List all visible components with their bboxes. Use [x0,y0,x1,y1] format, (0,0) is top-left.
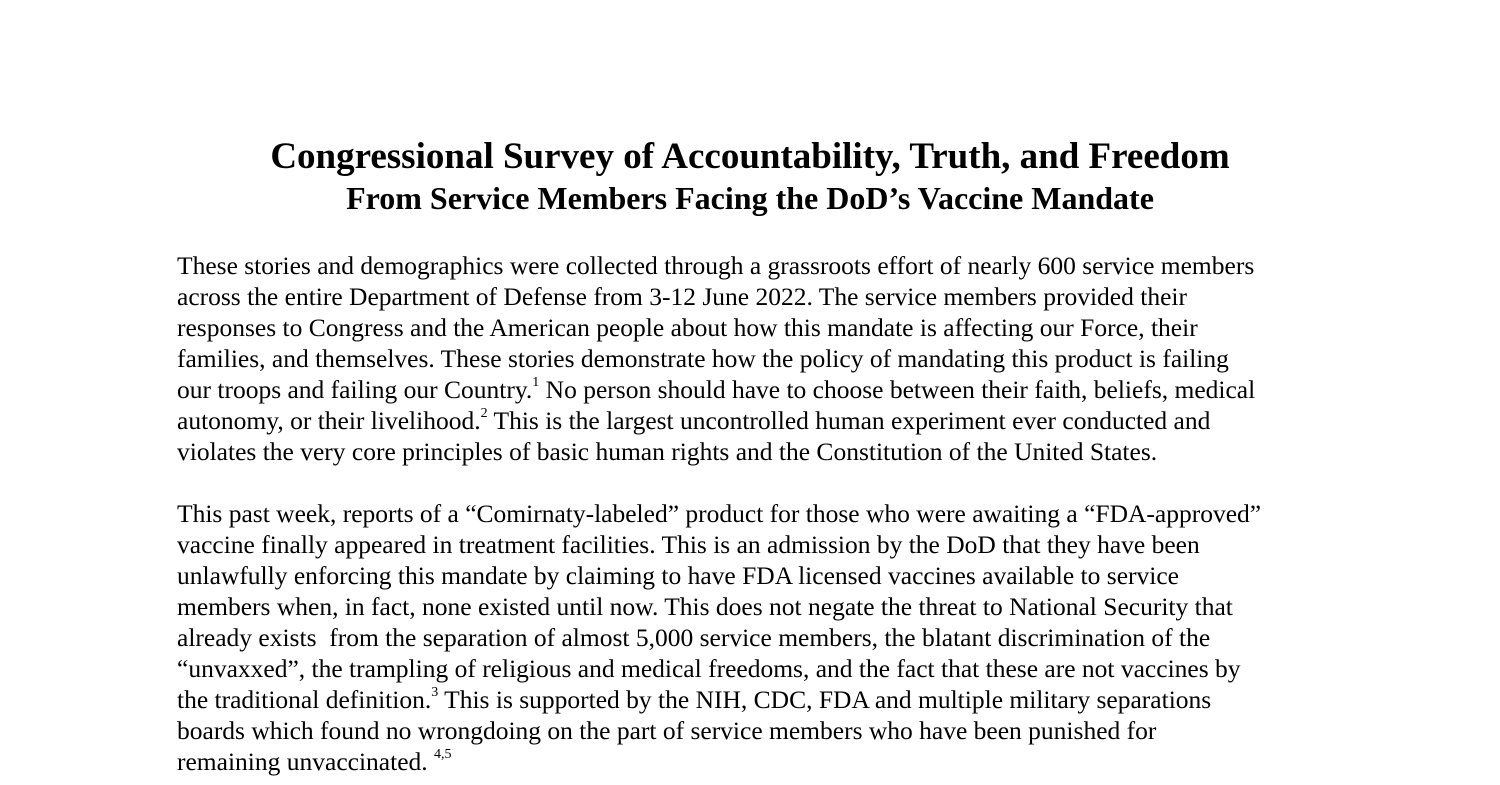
line-text: No person should have to choose between their faith, beliefs, medical [539,375,1256,404]
document-subtitle: From Service Members Facing the DoD’s Vaccine Mandate [346,180,1154,216]
paragraph-line: boards which found no wrongdoing on the part of service members who have been punished for [177,716,1157,745]
paragraph-line: This past week, reports of a “Comirnaty-labeled” product for those who were awaiting a “FDA-approved” [177,499,1262,528]
line-text: autonomy, or their livelihood. [177,406,481,435]
footnote-ref: 4,5 [434,746,452,762]
paragraph-line: These stories and demographics were collected through a grassroots effort of nearly 600 service members [177,251,1255,280]
footnote-ref: 3 [431,684,439,700]
paragraph-line: “unvaxxed”, the trampling of religious and medical freedoms, and the fact that these are not vaccines by [177,654,1241,683]
paragraph-line [177,746,1337,777]
paragraph-line [177,405,1337,436]
intro-paragraph [177,250,1337,467]
paragraph-line: vaccine finally appeared in treatment facilities. This is an admission by the DoD that they have been [177,530,1200,559]
paragraph-line [177,374,1337,405]
paragraph-line: responses to Congress and the American people about how this mandate is affecting our Force, their [177,313,1198,342]
paragraph-line: families, and themselves. These stories demonstrate how the policy of mandating this product is failing [177,344,1229,373]
paragraph-line: already exists from the separation of almost 5,000 service members, the blatant discrimination of the [177,623,1211,652]
line-text: remaining unvaccinated. [177,747,435,776]
comirnaty-paragraph [177,498,1337,777]
paragraph-line: across the entire Department of Defense from 3-12 June 2022. The service members provided their [177,282,1187,311]
line-text: our troops and failing our Country. [177,375,533,404]
line-text: This is supported by the NIH, CDC, FDA and multiple military separations [438,685,1212,714]
paragraph-line [177,684,1337,715]
line-text: the traditional definition. [177,685,432,714]
footnote-ref: 2 [480,405,488,421]
paragraph-line: violates the very core principles of basic human rights and the Constitution of the United States. [177,437,1158,466]
paragraph-line: unlawfully enforcing this mandate by claiming to have FDA licensed vaccines available to service [177,561,1179,590]
line-text: This is the largest uncontrolled human experiment ever conducted and [487,406,1211,435]
paragraph-line: members when, in fact, none existed until now. This does not negate the threat to National Security that [177,592,1233,621]
document-title: Congressional Survey of Accountability, Truth, and Freedom [270,136,1230,177]
footnote-ref: 1 [532,374,540,390]
